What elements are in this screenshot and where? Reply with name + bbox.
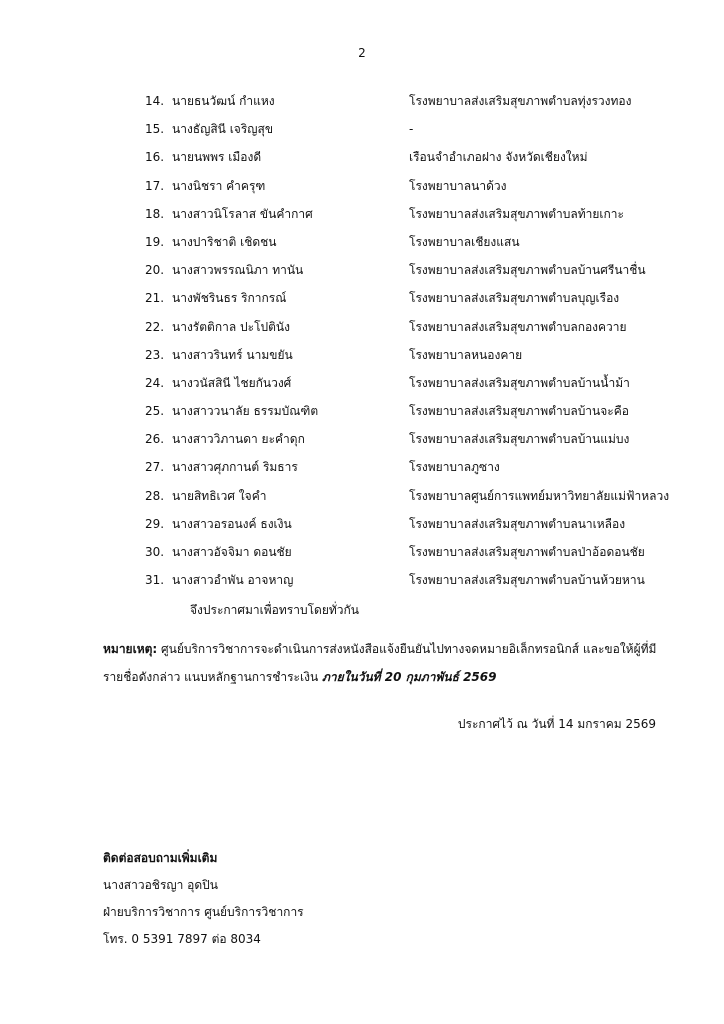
person-name: นางพัชรินธร ริกากรณ์	[172, 291, 287, 306]
item-number: 31.	[145, 573, 165, 588]
item-number: 22.	[145, 319, 165, 334]
person-name: นางสาวอัจจิมา ดอนชัย	[172, 545, 292, 559]
organization: โรงพยาบาลเชียงแสน	[409, 234, 520, 249]
list-item	[0, 542, 724, 570]
person-name: นางนิชรา คำครุฑ	[172, 178, 266, 193]
item-number: 30.	[145, 545, 165, 559]
note-label: หมายเหตุ:	[103, 642, 158, 656]
organization: โรงพยาบาลส่งเสริมสุขภาพตำบลบ้านห้วยหาน	[409, 573, 645, 588]
person-name: นางสาวอำพัน อาจหาญ	[172, 573, 294, 588]
person-name: นางสาวรินทร์ นามขยัน	[172, 347, 293, 362]
organization: โรงพยาบาลหนองคาย	[409, 347, 523, 362]
organization: โรงพยาบาลส่งเสริมสุขภาพตำบลท้ายเกาะ	[409, 206, 624, 221]
item-number: 28.	[145, 488, 165, 503]
organization: โรงพยาบาลนาด้วง	[409, 178, 507, 193]
person-name: นางสาวพรรณนิภา ทานัน	[172, 263, 304, 278]
note-text: ศูนย์บริการวิชาการจะดำเนินการส่งหนังสือแจ้งยืนยันไปทางจดหมายอิเล็กทรอนิกส์ และขอให้ผู้ที่มีรายชื่อดังกล่าว แนบหลักฐานการชำระเงิน	[103, 642, 657, 684]
item-number: 23.	[145, 347, 165, 362]
person-name: นายนพพร เมืองดี	[172, 150, 262, 165]
page-number: 2	[358, 46, 366, 60]
list-item	[0, 401, 724, 429]
item-number: 21.	[145, 291, 165, 306]
organization: โรงพยาบาลภูซาง	[409, 460, 500, 475]
list-item	[0, 570, 724, 598]
item-number: 18.	[145, 206, 165, 221]
contact-department: ฝ่ายบริการวิชาการ ศูนย์บริการวิชาการ	[103, 905, 304, 919]
item-number: 16.	[145, 150, 165, 165]
person-name: นางสาวนิโรลาส ขันคำกาศ	[172, 206, 313, 221]
person-name: นางสาววนาลัย ธรรมบัณฑิต	[172, 404, 319, 419]
person-name: นายธนวัฒน์ กำแหง	[172, 94, 275, 108]
list-item	[0, 91, 724, 119]
person-name: นายสิทธิเวศ ใจคำ	[172, 488, 267, 503]
list-item	[0, 119, 724, 147]
organization: เรือนจำอำเภอฝาง จังหวัดเชียงใหม่	[409, 150, 588, 165]
item-number: 17.	[145, 178, 165, 193]
organization: -	[409, 122, 414, 137]
item-number: 20.	[145, 263, 165, 278]
organization: โรงพยาบาลส่งเสริมสุขภาพตำบลกองควาย	[409, 319, 627, 334]
person-name: นางสาวศุภกานต์ ริมธาร	[172, 460, 298, 475]
list-item	[0, 429, 724, 457]
list-item	[0, 147, 724, 175]
organization: โรงพยาบาลส่งเสริมสุขภาพตำบลป่าอ้อดอนชัย	[409, 545, 645, 559]
contact-phone: โทร. 0 5391 7897 ต่อ 8034	[103, 932, 261, 946]
announcement: จึงประกาศมาเพื่อทราบโดยทั่วกัน	[190, 603, 359, 617]
person-name: นางรัตติกาล ปะโปตินัง	[172, 319, 290, 334]
list-item	[0, 457, 724, 485]
list-item	[0, 260, 724, 288]
item-number: 15.	[145, 122, 165, 137]
list-item	[0, 176, 724, 204]
announcement-date: ประกาศไว้ ณ วันที่ 14 มกราคม 2569	[457, 717, 656, 731]
item-number: 27.	[145, 460, 165, 475]
list-item	[0, 317, 724, 345]
item-number: 29.	[145, 516, 165, 531]
contact-heading: ติดต่อสอบถามเพิ่มเติม	[103, 851, 218, 865]
organization: โรงพยาบาลส่งเสริมสุขภาพตำบลบ้านน้ำม้า	[409, 375, 630, 390]
person-name: นางสาวอรอนงค์ ธงเงิน	[172, 516, 292, 531]
list-item	[0, 232, 724, 260]
organization: โรงพยาบาลส่งเสริมสุขภาพตำบลนาเหลือง	[409, 516, 626, 531]
person-name: นางสาววิภานดา ยะคำดุก	[172, 432, 305, 447]
contact-person: นางสาวอชิรญา อุดปิน	[103, 878, 218, 892]
organization: โรงพยาบาลส่งเสริมสุขภาพตำบลบุญเรือง	[409, 291, 620, 306]
organization: โรงพยาบาลส่งเสริมสุขภาพตำบลบ้านศรีนาชื่น	[409, 263, 646, 278]
contact-block	[103, 845, 304, 953]
list-item	[0, 345, 724, 373]
list-item	[0, 288, 724, 316]
person-name: นางวนัสสินี ไชยกันวงศ์	[172, 375, 292, 390]
organization: โรงพยาบาลส่งเสริมสุขภาพตำบลทุ่งรวงทอง	[409, 94, 632, 108]
item-number: 19.	[145, 234, 165, 249]
organization: โรงพยาบาลส่งเสริมสุขภาพตำบลบ้านแม่บง	[409, 432, 630, 447]
item-number: 24.	[145, 375, 165, 390]
person-name: นางปาริชาติ เชิดชน	[172, 234, 277, 249]
person-name: นางธัญสินี เจริญสุข	[172, 122, 274, 137]
item-number: 26.	[145, 432, 165, 447]
list-item	[0, 373, 724, 401]
organization: โรงพยาบาลส่งเสริมสุขภาพตำบลบ้านจะคือ	[409, 404, 629, 419]
item-number: 14.	[145, 94, 165, 108]
list-item	[0, 486, 724, 514]
list-item	[0, 204, 724, 232]
item-number: 25.	[145, 404, 165, 419]
name-list	[0, 91, 724, 598]
note-paragraph	[103, 635, 663, 691]
note-deadline: ภายในวันที่ 20 กุมภาพันธ์ 2569	[321, 670, 497, 684]
list-item	[0, 514, 724, 542]
organization: โรงพยาบาลศูนย์การแพทย์มหาวิทยาลัยแม่ฟ้าหลวง	[409, 488, 670, 503]
